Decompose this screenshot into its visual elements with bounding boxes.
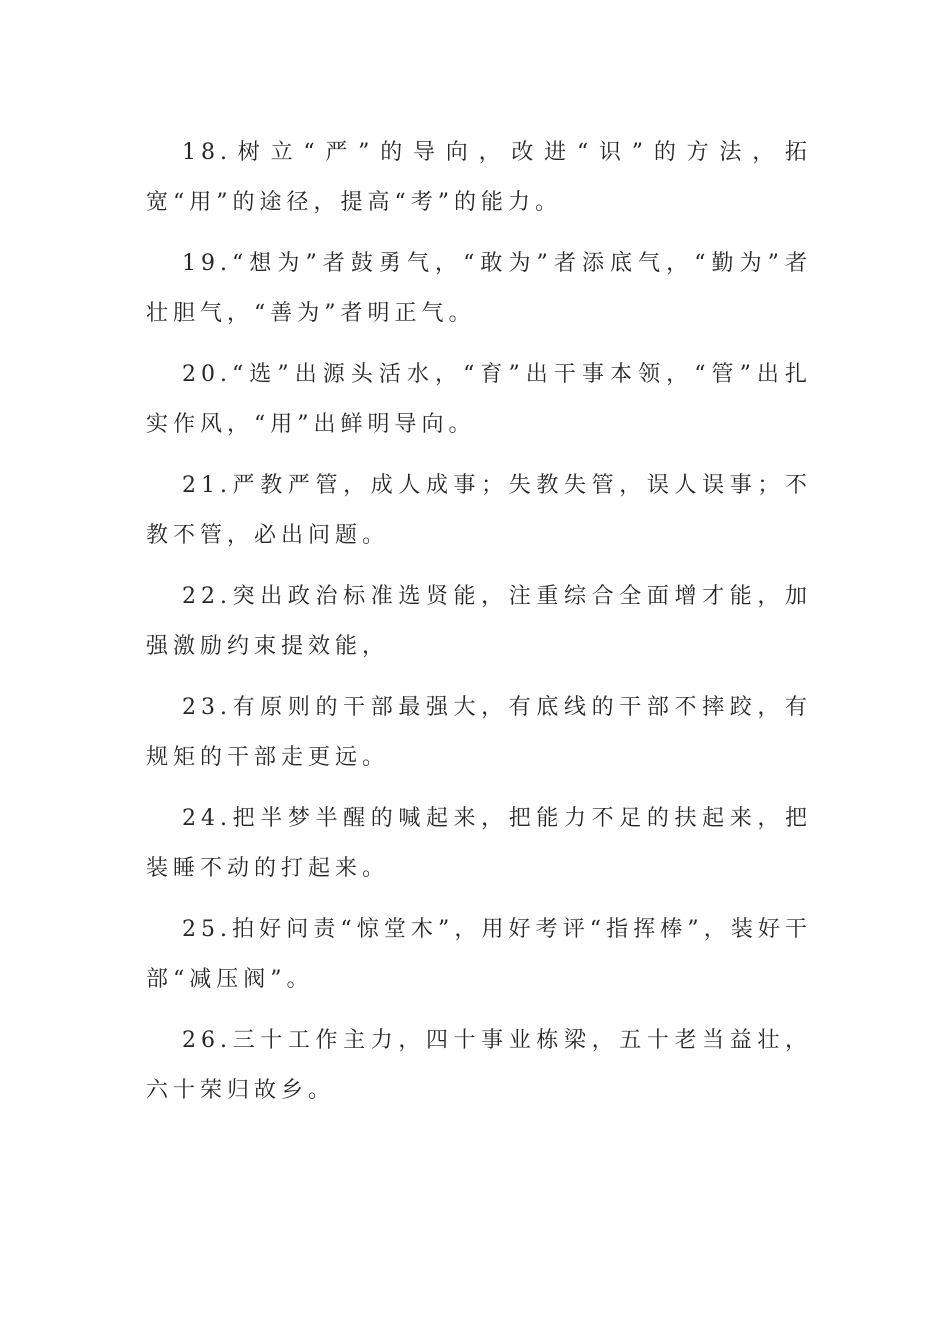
paragraph-18: 18.树立“严”的导向，改进“识”的方法，拓宽“用”的途径，提高“考”的能力。 [146,140,812,215]
paragraph-21: 21.严教严管，成人成事；失教失管，误人误事；不教不管，必出问题。 [146,473,812,548]
paragraph-24: 24.把半梦半醒的喊起来，把能力不足的扶起来，把装睡不动的打起来。 [146,806,812,881]
paragraph-26: 26.三十工作主力，四十事业栋梁，五十老当益壮，六十荣归故乡。 [146,1028,812,1103]
paragraph-19: 19.“想为”者鼓勇气，“敢为”者添底气，“勤为”者壮胆气，“善为”者明正气。 [146,251,812,326]
paragraph-25: 25.拍好问责“惊堂木”，用好考评“指挥棒”，装好干部“减压阀”。 [146,917,812,992]
paragraph-23: 23.有原则的干部最强大，有底线的干部不摔跤，有规矩的干部走更远。 [146,695,812,770]
paragraph-20: 20.“选”出源头活水，“育”出干事本领，“管”出扎实作风，“用”出鲜明导向。 [146,362,812,437]
document-body [146,128,812,1127]
paragraph-22: 22.突出政治标准选贤能，注重综合全面增才能，加强激励约束提效能， [146,584,812,659]
